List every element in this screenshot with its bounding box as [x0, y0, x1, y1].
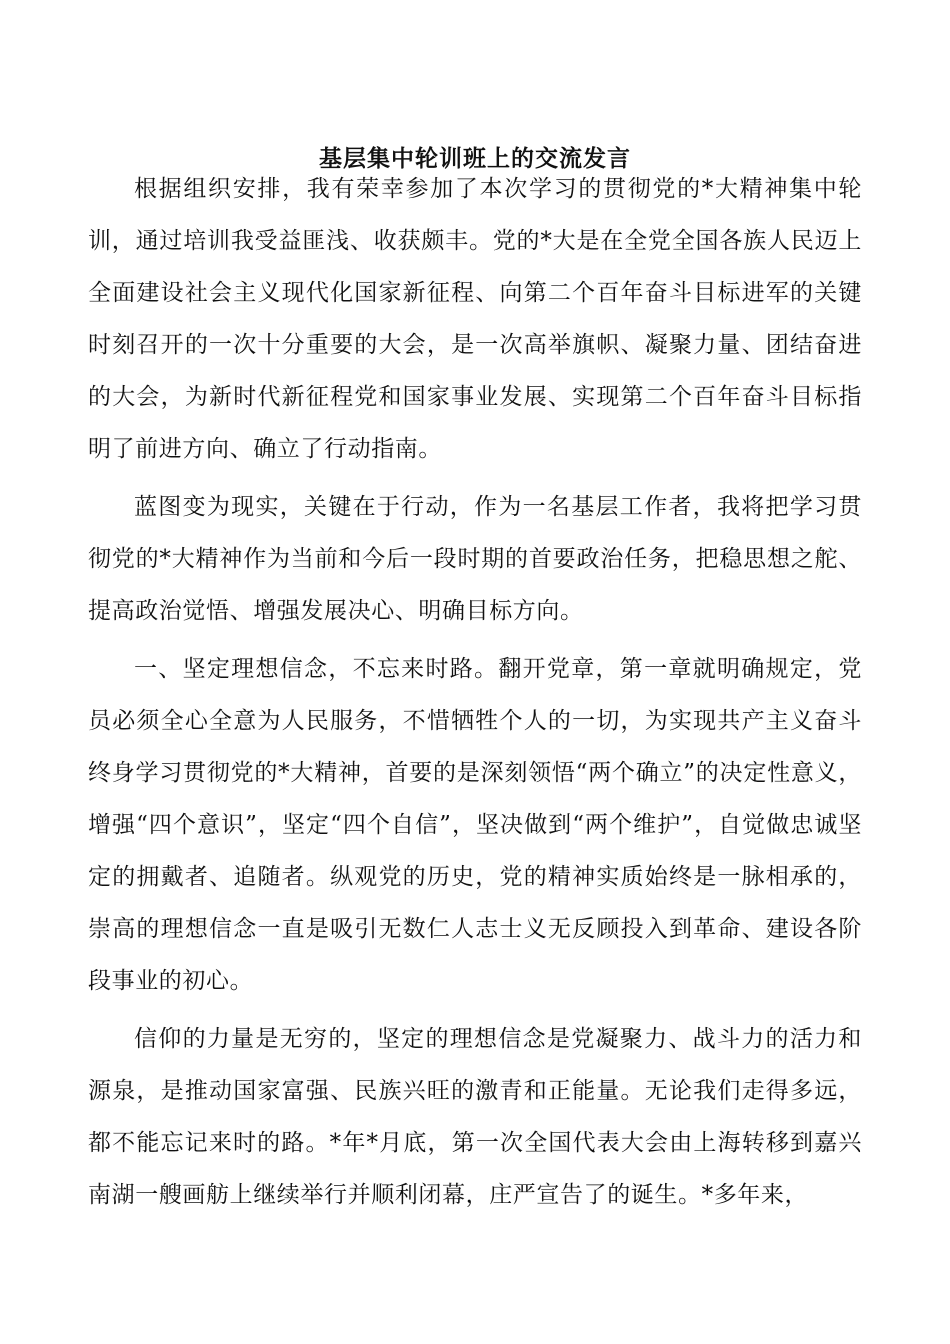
paragraph-3: 一、坚定理想信念，不忘来时路。翻开党章，第一章就明确规定，党员必须全心全意为人民服务，不惜牺牲个人的一切，为实现共产主义奋斗终身学习贯彻党的*大精神，首要的是深刻领悟“两个确立”的决定性意义，增强“四个意识”，坚定“四个自信”，坚决做到“两个维护”，自觉做忠诚坚定的拥戴者、追随者。纵观党的历史，党的精神实质始终是一脉相承的，崇高的理想信念一直是吸引无数仁人志士义无反顾投入到革命、建设各阶段事业的初心。: [88, 656, 862, 994]
paragraph-1: 根据组织安排，我有荣幸参加了本次学习的贯彻党的*大精神集中轮训，通过培训我受益匪浅、收获颇丰。党的*大是在全党全国各族人民迈上全面建设社会主义现代化国家新征程、向第二个百年奋斗目标进军的关键时刻召开的一次十分重要的大会，是一次高举旗帜、凝聚力量、团结奋进的大会，为新时代新征程党和国家事业发展、实现第二个百年奋斗目标指明了前进方向、确立了行动指南。: [88, 176, 862, 462]
document-body: [88, 163, 862, 1221]
paragraph-2: 蓝图变为现实，关键在于行动，作为一名基层工作者，我将把学习贯彻党的*大精神作为当前和今后一段时期的首要政治任务，把稳思想之舵、提高政治觉悟、增强发展决心、明确目标方向。: [88, 494, 862, 624]
paragraph-4: 信仰的力量是无穷的，坚定的理想信念是党凝聚力、战斗力的活力和源泉，是推动国家富强、民族兴旺的激青和正能量。无论我们走得多远，都不能忘记来时的路。*年*月底，第一次全国代表大会由上海转移到嘉兴南湖一艘画舫上继续举行并顺利闭幕，庄严宣告了的诞生。*多年来，: [88, 1026, 862, 1208]
document-title: 基层集中轮训班上的交流发言: [319, 145, 631, 172]
